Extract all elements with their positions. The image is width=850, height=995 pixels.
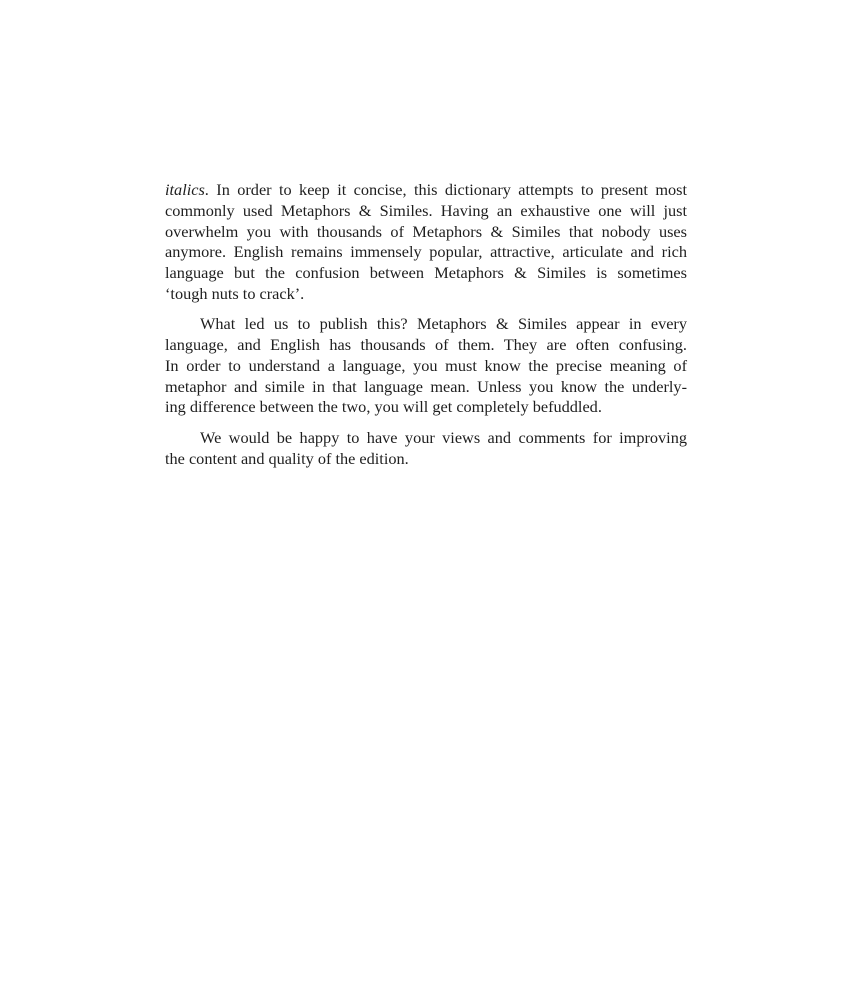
paragraph-feedback [165, 428, 687, 470]
text-line: overwhelm you with thousands of Metaphors & Similes that nobody uses [165, 221, 687, 241]
text-line: In order to understand a language, you must know the precise meaning of [165, 355, 687, 375]
text-line: language but the confusion between Metaphors & Similes is sometimes [165, 263, 687, 283]
paragraph-purpose [165, 314, 687, 418]
text-line: We would be happy to have your views and comments for improving [200, 427, 687, 447]
text-line: ing difference between the two, you will get completely befuddled. [165, 397, 602, 417]
text-line: ‘tough nuts to crack’. [165, 283, 305, 303]
paragraph-intro [165, 180, 687, 305]
text-line: What led us to publish this? Metaphors & Similes appear in every [200, 314, 687, 334]
line-text: . In order to keep it concise, this dictionary attempts to present most [204, 180, 687, 199]
italic-word: italics [165, 180, 205, 199]
body-text [165, 180, 687, 479]
text-line: language, and English has thousands of them. They are often confusing. [165, 335, 687, 355]
text-line: metaphor and simile in that language mean. Unless you know the underly- [165, 376, 687, 396]
text-line [165, 180, 687, 201]
text-line: anymore. English remains immensely popular, attractive, articulate and rich [165, 242, 687, 262]
text-line: the content and quality of the edition. [165, 448, 409, 468]
text-line: commonly used Metaphors & Similes. Having an exhaustive one will just [165, 200, 687, 220]
